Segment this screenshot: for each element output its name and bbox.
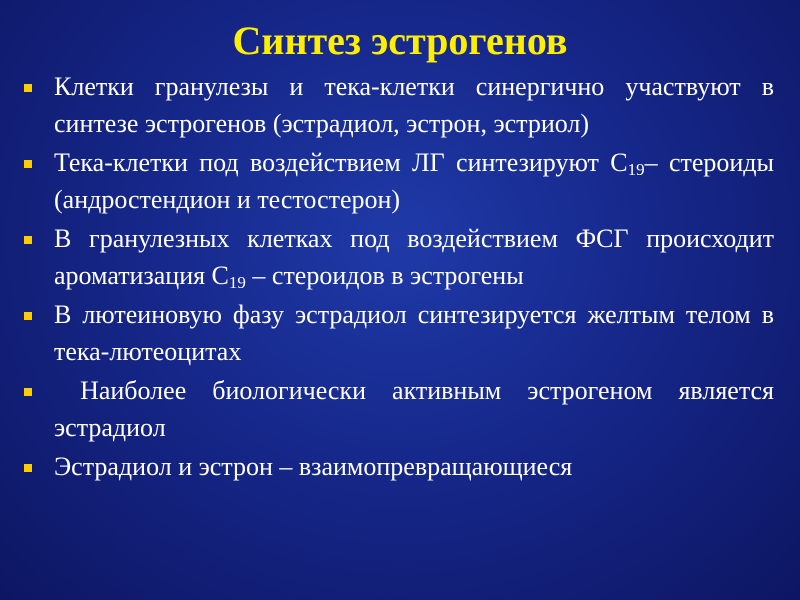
bullet-item [22, 69, 774, 142]
bullet-text-part: – стероиды (андростендион и тестостерон) [54, 148, 774, 214]
square-bullet-icon [24, 464, 32, 472]
slide-title: Синтез эстрогенов [232, 18, 568, 63]
bullet-text-part: Тека-клетки под воздействием ЛГ синтезируют С [54, 148, 628, 177]
square-bullet-icon [24, 160, 32, 168]
bullet-item [22, 449, 774, 486]
subscript: 19 [228, 272, 246, 292]
square-bullet-icon [24, 236, 32, 244]
bullet-text: Клетки гранулезы и тека-клетки синергично участвуют в синтезе эстрогенов (эстрадиол, эстрон, эстриол) [54, 72, 774, 138]
bullet-text-part: В гранулезных клетках под воздействием ФСГ происходит ароматизация С [54, 224, 774, 290]
square-bullet-icon [24, 388, 32, 396]
bullet-item [22, 373, 781, 446]
bullet-text-part: – стероидов в эстрогены [245, 260, 524, 290]
bullet-text: В лютеиновую фазу эстрадиол синтезируется желтым телом в тека-лютеоцитах [54, 300, 774, 366]
bullet-item [22, 221, 774, 294]
bullet-text [54, 221, 774, 294]
bullet-list [22, 69, 781, 489]
square-bullet-icon [24, 312, 32, 320]
bullet-text: Наиболее биологически активным эстрогеном является эстрадиол [54, 376, 781, 442]
bullet-text: Эстрадиол и эстрон – взаимопревращающиеся [54, 452, 573, 481]
bullet-text [54, 145, 774, 218]
square-bullet-icon [24, 84, 32, 92]
bullet-item [22, 145, 774, 218]
bullet-item [22, 297, 774, 370]
subscript: 19 [627, 160, 645, 179]
